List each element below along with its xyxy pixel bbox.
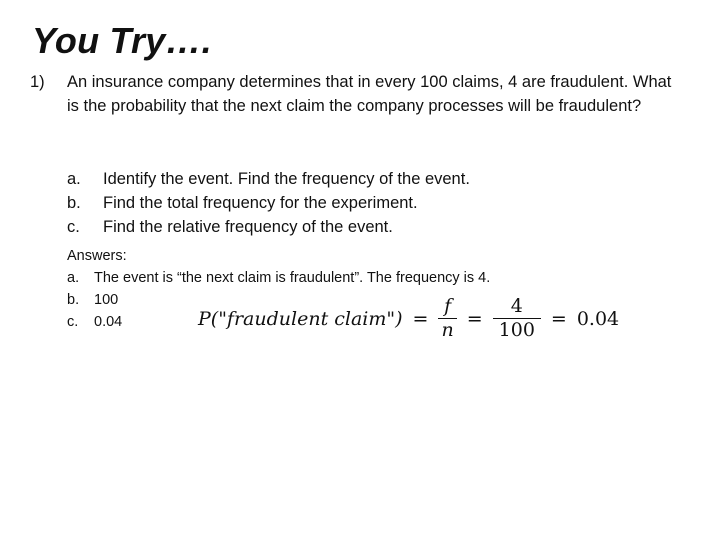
- fraction-denominator: 100: [493, 318, 541, 341]
- part-label: c.: [67, 218, 80, 236]
- formula-result: 0.04: [576, 307, 620, 330]
- answer-label: b.: [67, 292, 80, 308]
- question-parts-list: [67, 167, 470, 239]
- answer-label: c.: [67, 314, 79, 330]
- probability-formula: [198, 296, 619, 341]
- formula-equals-3: =: [550, 307, 567, 330]
- fraction-f-over-n: [438, 296, 456, 341]
- answer-text: 100: [94, 292, 119, 308]
- answers-heading: Answers:: [67, 248, 127, 264]
- question-text: An insurance company determines that in every 100 claims, 4 are fraudulent. What is the probability that the next claim the company processes will be fraudulent?: [67, 73, 672, 115]
- fraction-numerator: f: [444, 295, 452, 317]
- part-label: b.: [67, 194, 81, 212]
- fraction-numerator: 4: [510, 295, 523, 317]
- part-label: a.: [67, 170, 81, 188]
- part-text: Find the total frequency for the experiment.: [103, 194, 418, 212]
- slide-title: You Try….: [32, 20, 212, 61]
- question-part-c: [67, 215, 470, 239]
- part-text: Identify the event. Find the frequency of the event.: [103, 170, 470, 188]
- question-part-b: [67, 191, 470, 215]
- answer-text: The event is “the next claim is fraudulent”. The frequency is 4.: [94, 270, 491, 286]
- answer-text: 0.04: [94, 314, 123, 330]
- answer-label: a.: [67, 270, 80, 286]
- fraction-denominator: n: [438, 318, 456, 341]
- question-part-a: [67, 167, 470, 191]
- answer-a: [67, 267, 490, 289]
- question-number: 1): [30, 73, 45, 91]
- formula-equals-2: =: [466, 307, 483, 330]
- formula-equals-1: =: [412, 307, 429, 330]
- part-text: Find the relative frequency of the event.: [103, 218, 393, 236]
- formula-lhs: P("fraudulent claim"): [198, 307, 403, 330]
- fraction-4-over-100: [493, 296, 541, 341]
